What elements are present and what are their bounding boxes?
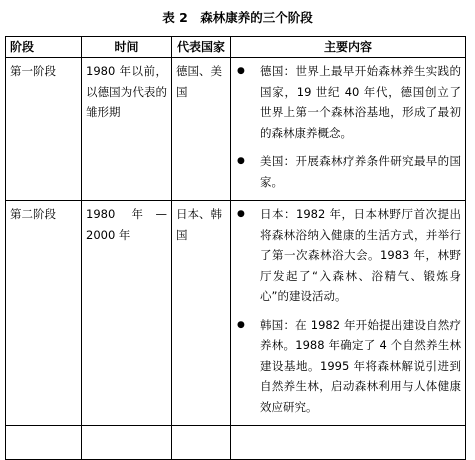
cell-stage: 第二阶段 xyxy=(6,201,82,426)
list-item-text: 韩国：在 1982 年开始提出建设自然疗养林。1988 年确定了 4 个自然养生林建设基地。1995 年将森林解说引进到自然养生林，启动森林利用与人体健康效应研究。 xyxy=(260,317,461,414)
list-item-text: 德国：世界上最早开始森林养生实践的国家，19 世纪 40 年代，德国创立了世界上第一个森林浴基地，形成了最初的森林康养概念。 xyxy=(260,64,461,140)
bullet-icon: ● xyxy=(237,156,245,166)
cell-time: 1980 年以前，以德国为代表的雏形期 xyxy=(82,58,172,201)
bullet-icon: ● xyxy=(237,319,245,330)
stages-table xyxy=(5,36,466,460)
cell-content xyxy=(231,426,466,460)
table-row-stage-2 xyxy=(6,201,466,426)
content-list xyxy=(235,204,461,417)
cell-countries: 德国、美国 xyxy=(172,58,231,201)
header-time: 时间 xyxy=(82,37,172,58)
table-row-stage-3 xyxy=(6,426,466,460)
cell-time xyxy=(82,426,172,460)
header-countries: 代表国家 xyxy=(172,37,231,58)
cell-content xyxy=(231,58,466,201)
table-caption: 表 2 森林康养的三个阶段 xyxy=(162,10,313,25)
cell-time: 1980 年—2000 年 xyxy=(82,201,172,426)
table-row-stage-1 xyxy=(6,58,466,201)
list-item-text: 美国：开展森林疗养条件研究最早的国家。 xyxy=(260,154,461,189)
cell-countries xyxy=(172,426,231,460)
bullet-icon: ● xyxy=(237,209,245,219)
cell-content xyxy=(231,201,466,426)
cell-countries: 日本、韩国 xyxy=(172,201,231,426)
list-item xyxy=(235,315,461,418)
header-stage: 阶段 xyxy=(6,37,82,58)
list-item xyxy=(235,204,461,307)
content-list xyxy=(235,61,461,192)
cell-stage: 第一阶段 xyxy=(6,58,82,201)
bullet-icon: ● xyxy=(237,66,245,76)
cell-stage xyxy=(6,426,82,460)
header-content: 主要内容 xyxy=(231,37,466,58)
list-item-text: 日本：1982 年，日本林野厅首次提出将森林浴纳入健康的生活方式，并举行了第一次森林浴大会。1983 年，林野厅发起了“入森林、浴精气、锻炼身心”的建设活动。 xyxy=(260,207,461,303)
list-item xyxy=(235,151,461,192)
list-item xyxy=(235,61,461,143)
table-header-row xyxy=(6,37,466,58)
